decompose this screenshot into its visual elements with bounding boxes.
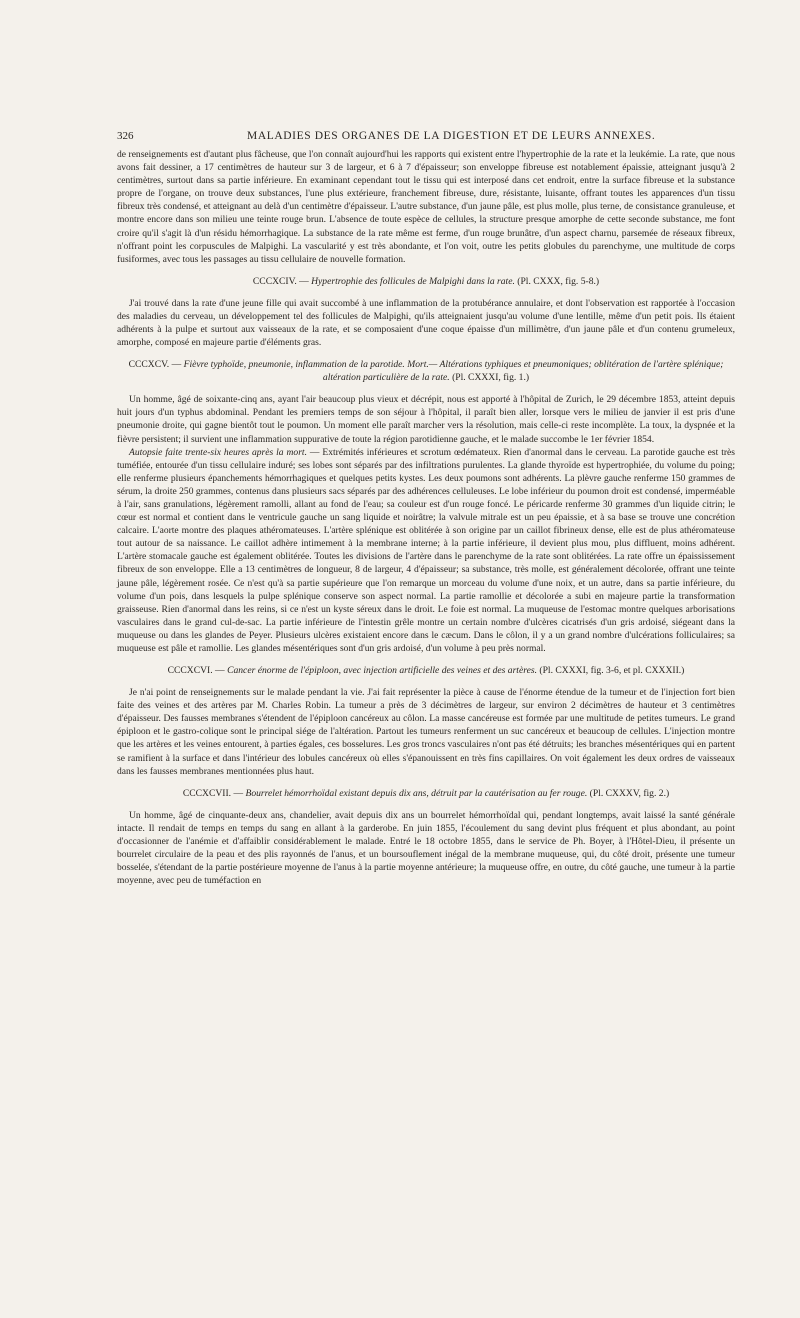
page-content [117, 130, 735, 887]
section-heading-cccxciv [117, 275, 735, 288]
running-head: MALADIES DES ORGANES DE LA DIGESTION ET DE LEURS ANNEXES. [247, 130, 656, 142]
page-number: 326 [117, 130, 134, 142]
paragraph: J'ai trouvé dans la rate d'une jeune fille qui avait succombé à une inflammation de la protubérance annulaire, et dont l'observation est rapportée à l'occasion des maladies du cerveau, un développement tel des follicules de Malpighi, qu'ils atteignaient jusqu'au volume d'une lentille, même d'un petit pois. Ils étaient adhérents à la pulpe et surtout aux vaisseaux de la rate, et se composaient d'une coque épaisse d'un millimètre, d'un jaune pâle et d'un contenu grumeleux, amorphe, composé en majeure partie d'éléments gras. [117, 297, 735, 349]
autopsy-lead: Autopsie faite trente-six heures après la mort. [129, 446, 307, 458]
paragraph: Un homme, âgé de cinquante-deux ans, chandelier, avait depuis dix ans un bourrelet hémorrhoïdal qui, pendant longtemps, avait laissé la santé générale intacte. Il rendait de temps en temps du sang en allant à la garderobe. En juin 1855, l'écoulement du sang devint plus fréquent et plus abondant, au point d'occasionner de l'anémie et d'affaiblir considérablement le malade. Entré le 18 octobre 1855, dans le service de Ph. Boyer, à l'Hôtel-Dieu, il présente un bourrelet circulaire de la peau et des plis rayonnés de l'anus, et un boursouflement inégal de la membrane muqueuse, qui, du côté droit, présente une tumeur bosselée, s'étendant de la partie postérieure moyenne de l'anus à la partie moyenne antérieure; la muqueuse offre, en outre, du côté gauche, une tumeur à la partie moyenne, avec peu de tuméfaction en [117, 809, 735, 887]
section-title: Fièvre typhoïde, pneumonie, inflammation de la parotide. Mort.— Altérations typhiques et pneumoniques; oblitération de l'artère splénique; altération particulière de la rate. [183, 359, 724, 384]
section-number: CCCXCVI. — [167, 665, 225, 677]
plate-reference: (Pl. CXXXV, fig. 2.) [589, 787, 670, 799]
paragraph: Un homme, âgé de soixante-cinq ans, ayant l'air beaucoup plus vieux et décrépit, nous est apporté à l'hôpital de Zurich, le 29 décembre 1853, atteint depuis huit jours d'un typhus abdominal. Pendant les premiers temps de son séjour à l'hôpital, il paraît bien aller, lorsque vers le milieu de janvier il est pris d'une pneumonie droite, qui gagne bientôt tout le poumon. Un moment elle paraît marcher vers la résolution, mais celle-ci reste incomplète. La toux, la dyspnée et la fièvre persistent; il survient une inflammation suppurative de toute la région parotidienne gauche, et le malade succombe le 1er février 1854. [117, 394, 735, 445]
section-number: CCCXCV. — [128, 359, 182, 371]
plate-reference: (Pl. CXXX, fig. 5-8.) [517, 275, 600, 287]
section-number: CCCXCIV. — [252, 275, 309, 287]
section-heading-cccxcvii [117, 787, 735, 800]
plate-reference: (Pl. CXXXI, fig. 1.) [452, 372, 530, 384]
section-heading-cccxcvi [117, 664, 735, 677]
page-header [117, 130, 735, 142]
section-title: Cancer énorme de l'épiploon, avec injection artificielle des veines et des artères. [227, 665, 537, 677]
paragraph: de renseignements est d'autant plus fâcheuse, que l'on connaît aujourd'hui les rapports qui existent entre l'hypertrophie de la rate et la leukémie. La rate, que nous avons fait dessiner, a 17 centimètres de hauteur sur 3 de largeur, et 6 à 7 d'épaisseur; son enveloppe fibreuse est notablement épaissie, atteignant jusqu'à 2 centimètres, surtout dans sa partie inférieure. En examinant cependant tout le tissu qui est interposé dans cet endroit, entre la surface fibreuse et la substance propre de l'organe, on trouve deux substances, l'une plus extérieure, franchement fibreuse, dure, résistante, luisante, offrant toutes les apparences d'un tissu fibreux très condensé, et atteignant au delà d'un centimètre d'épaisseur. L'autre substance, d'un jaune pâle, est plus molle, plus terne, de consistance granuleuse, et montre encore dans son milieu une teinte rouge brun. L'absence de toute espèce de cellules, la structure presque amorphe de cette seconde substance, me font croire qu'il s'agit là d'un résidu hémorrhagique. La substance de la rate même est ferme, d'un rouge brunâtre, d'un aspect charnu, parsemée de réseaux fibreux, n'offrant point les corpuscules de Malpighi. La vascularité y est très abondante, et l'on voit, outre les petits globules du parenchyme, une multitude de corps fusiformes, avec tous les passages au tissu cellulaire de nouvelle formation. [117, 149, 735, 265]
section-heading-cccxcv [117, 358, 735, 384]
plate-reference: (Pl. CXXXI, fig. 3-6, et pl. CXXXII.) [539, 665, 685, 677]
autopsy-text: — Extrémités inférieures et scrotum œdémateux. Rien d'anormal dans le cerveau. La parotide gauche est très tuméfiée, entourée d'un tissu cellulaire induré; ses lobes sont séparés par des infiltrations purulentes. La glande thyroïde est hypertrophiée, du volume du poing; elle renferme plusieurs épanchements hémorrhagiques et quelques petits kystes. Les deux poumons sont adhérents. La plèvre gauche renferme 150 grammes de sérum, la droite 250 grammes, contenus dans plusieurs sacs séparés par des adhérences celluleuses. Le lobe inférieur du poumon droit est condensé, imperméable à l'air, sans granulations, légèrement ramolli, allant au fond de l'eau; sa couleur est d'un rouge foncé. Le péricarde renferme 30 grammes d'un liquide citrin; le cœur est normal et contient dans le ventricule gauche un sang liquide et noirâtre; la valvule mitrale est un peu épaissie, et à sa base se trouve une concrétion calcaire. L'aorte montre des plaques athéromateuses. L'artère splénique est oblitérée à son origine par un caillot fibrineux dense, elle est de plus athéromateuse tout autour de sa naissance. Le caillot adhère intimement à la membrane interne; à la partie inférieure, il devient plus mou, plus diffluent, moins adhérent. L'artère stomacale gauche est également oblitérée. Toutes les divisions de l'artère dans le parenchyme de la rate sont oblitérées. La rate offre un épaississement fibreux de son enveloppe. Elle a 13 centimètres de longueur, 8 de largeur, 4 d'épaisseur; sa substance, très molle, est généralement décolorée, offrant une teinte jaune pâle, légèrement rosée. Ce n'est qu'à sa partie supérieure que l'on remarque un morceau du volume d'une noix, et un autre, dans sa partie inférieure, du volume d'un pois, dans lesquels la pulpe splénique conserve son aspect normal. La partie ramollie et décolorée a subi en majeure partie la transformation graisseuse. Rien d'anormal dans les reins, si ce n'est un kyste séreux dans le droit. Le foie est normal. La muqueuse de l'estomac montre quelques arborisations vasculaires dans le grand cul-de-sac. La partie inférieure de l'intestin grêle montre un certain nombre d'ulcères cicatrisés d'un gris ardoisé, siégeant dans la muqueuse ou dans les glandes de Peyer. Plusieurs ulcères existaient encore dans le cæcum. Dans le côlon, il y a un grand nombre d'ulcérations folliculaires; sa muqueuse est pâle et ramollie. Les glandes mésentériques sont d'un gris ardoisé, d'un volume à peu près normal. [117, 446, 735, 654]
section-title: Bourrelet hémorrhoïdal existant depuis dix ans, détruit par la cautérisation au fer rouge. [245, 787, 588, 799]
paragraph: Je n'ai point de renseignements sur le malade pendant la vie. J'ai fait représenter la pièce à cause de l'énorme étendue de la tumeur et de l'injection fort bien faite des veines et des artères par M. Charles Robin. La tumeur a près de 3 décimètres de largeur, sur environ 2 décimètres de hauteur et 3 centimètres d'épaisseur. Des fausses membranes s'étendent de l'épiploon cancéreux au côlon. La masse cancéreuse est formée par une multitude de petites tumeurs. Le grand épiploon et le gastro-colique sont le principal siége de l'altération. Partout les tumeurs renferment un suc cancéreux et beaucoup de cellules. L'injection montre que les artères et les veines entourent, à parties égales, ces bosselures. Les gros troncs vasculaires n'ont pas été détruits; les branches mésentériques qui en partent se ramifient à la surface et dans l'intérieur des lobules cancéreux où elles s'épanouissent en très fins capillaires. On voit également les deux ordres de vaisseaux dans les fausses membranes mentionnées plus haut. [117, 687, 735, 777]
paragraph-autopsy [117, 446, 735, 656]
section-number: CCCXCVII. — [182, 787, 244, 799]
section-title: Hypertrophie des follicules de Malpighi dans la rate. [311, 275, 515, 287]
